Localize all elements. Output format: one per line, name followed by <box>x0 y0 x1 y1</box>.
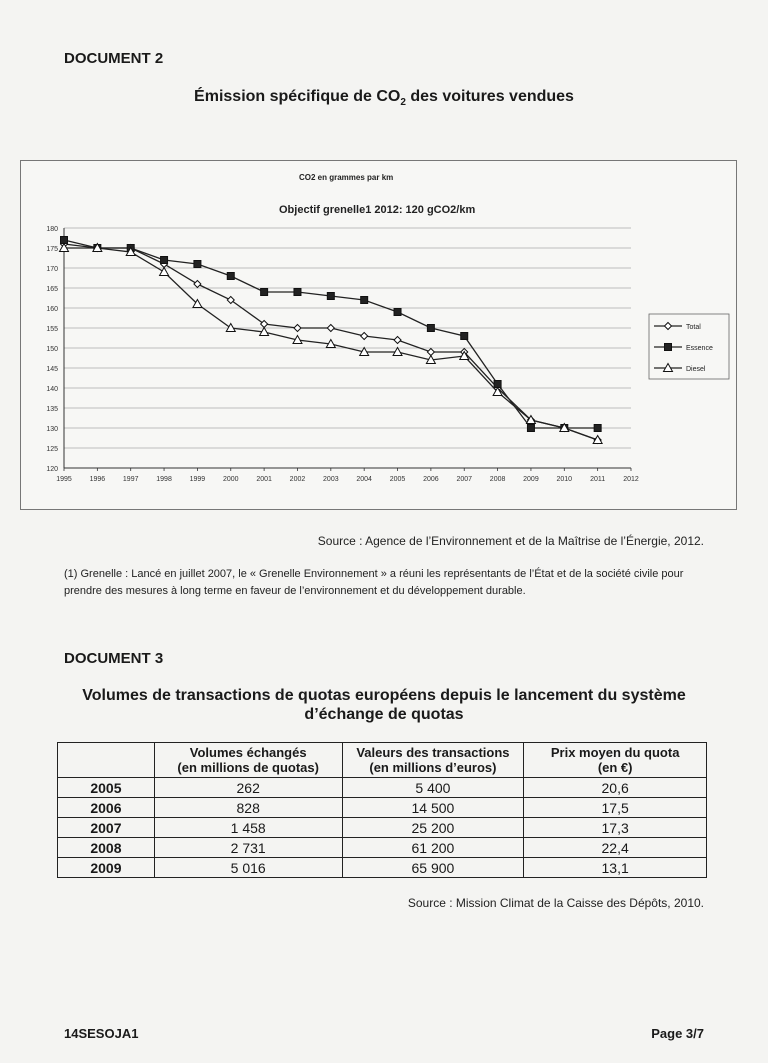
x-tick-label: 2012 <box>623 476 639 483</box>
y-tick-label: 150 <box>46 346 58 353</box>
y-tick-label: 125 <box>46 446 58 453</box>
y-tick-label: 135 <box>46 406 58 413</box>
table-row <box>58 858 707 878</box>
point-total <box>327 325 334 332</box>
header-empty-cell <box>58 743 155 778</box>
title-rest: des voitures vendues <box>405 88 574 105</box>
point-total <box>194 281 201 288</box>
point-essence <box>361 297 368 304</box>
y-tick-label: 145 <box>46 366 58 373</box>
point-essence <box>527 425 534 432</box>
y-tick-label: 165 <box>46 286 58 293</box>
row-price: 17,5 <box>524 798 707 818</box>
x-tick-label: 2000 <box>222 476 239 483</box>
y-tick-label: 180 <box>46 226 58 233</box>
row-volume: 828 <box>154 798 342 818</box>
table-section-title: Volumes de transactions de quotas européens depuis le lancement du système d’échange de quotas <box>82 687 686 723</box>
exam-code: 14SESOJA1 <box>64 1026 139 1041</box>
row-year: 2006 <box>58 798 155 818</box>
point-essence <box>394 309 401 316</box>
point-essence <box>61 237 68 244</box>
table-row <box>58 838 707 858</box>
x-tick-label: 1999 <box>189 476 206 483</box>
row-year: 2005 <box>58 778 155 798</box>
point-essence <box>294 289 301 296</box>
point-essence <box>461 333 468 340</box>
y-tick-label: 170 <box>46 266 58 273</box>
row-volume: 5 016 <box>154 858 342 878</box>
row-year: 2009 <box>58 858 155 878</box>
point-total <box>294 325 301 332</box>
y-tick-label: 160 <box>46 306 58 313</box>
row-price: 13,1 <box>524 858 707 878</box>
header-price: Prix moyen du quota (en €) <box>524 743 707 778</box>
point-essence <box>194 261 201 268</box>
point-diesel <box>160 268 169 276</box>
y-tick-label: 120 <box>46 466 58 473</box>
point-legend-essence <box>665 344 672 351</box>
point-essence <box>427 325 434 332</box>
row-price: 17,3 <box>524 818 707 838</box>
row-volume: 2 731 <box>154 838 342 858</box>
chart-unit-label: CO2 en grammes par km <box>299 173 394 182</box>
table-row <box>58 778 707 798</box>
point-total <box>361 333 368 340</box>
row-volume: 262 <box>154 778 342 798</box>
x-tick-label: 2005 <box>389 476 406 483</box>
y-tick-label: 155 <box>46 326 58 333</box>
row-volume: 1 458 <box>154 818 342 838</box>
x-tick-label: 1995 <box>56 476 72 483</box>
point-total <box>394 337 401 344</box>
x-tick-label: 2007 <box>456 476 473 483</box>
chart-source: Source : Agence de l’Environnement et de la Maîtrise de l’Énergie, 2012. <box>317 534 704 548</box>
x-tick-label: 2009 <box>523 476 539 483</box>
x-tick-label: 2001 <box>256 476 272 483</box>
point-essence <box>327 293 334 300</box>
document-3-label: DOCUMENT 3 <box>64 650 164 667</box>
chart-section-title <box>0 88 768 108</box>
table-source: Source : Mission Climat de la Caisse des Dépôts, 2010. <box>407 896 704 910</box>
y-tick-label: 140 <box>46 386 58 393</box>
y-tick-label: 175 <box>46 246 58 253</box>
co2-chart-svg <box>21 161 736 509</box>
point-essence <box>227 273 234 280</box>
point-essence <box>161 257 168 264</box>
x-tick-label: 2003 <box>323 476 339 483</box>
x-tick-label: 2006 <box>423 476 439 483</box>
row-value: 65 900 <box>342 858 524 878</box>
row-price: 20,6 <box>524 778 707 798</box>
x-tick-label: 1997 <box>122 476 139 483</box>
header-value: Valeurs des transactions (en millions d’euros) <box>342 743 524 778</box>
point-essence <box>594 425 601 432</box>
page-number: Page 3/7 <box>651 1026 704 1041</box>
x-tick-label: 2011 <box>590 476 606 483</box>
row-price: 22,4 <box>524 838 707 858</box>
title-main: Émission spécifique de CO <box>194 88 401 105</box>
y-tick-label: 130 <box>46 426 58 433</box>
row-year: 2008 <box>58 838 155 858</box>
row-year: 2007 <box>58 818 155 838</box>
quota-table <box>57 742 707 878</box>
x-tick-label: 1998 <box>156 476 172 483</box>
table-row <box>58 798 707 818</box>
point-total <box>427 349 434 356</box>
point-essence <box>261 289 268 296</box>
co2-chart <box>20 160 737 510</box>
x-tick-label: 1996 <box>89 476 106 483</box>
table-row <box>58 818 707 838</box>
title-subscript: 2 <box>400 97 406 109</box>
row-value: 61 200 <box>342 838 524 858</box>
x-tick-label: 2008 <box>489 476 506 483</box>
legend-label-total: Total <box>686 324 701 331</box>
chart-title: Objectif grenelle1 2012: 120 gCO2/km <box>279 204 476 216</box>
point-essence <box>494 381 501 388</box>
x-tick-label: 2004 <box>356 476 372 483</box>
row-value: 25 200 <box>342 818 524 838</box>
table-header-row <box>58 743 707 778</box>
grenelle-footnote: (1) Grenelle : Lancé en juillet 2007, le « Grenelle Environnement » a réuni les représentants de l’État et de la société civile pour prendre des mesures à long terme en faveur de l’environnement et du développement durable. <box>64 568 684 597</box>
row-value: 14 500 <box>342 798 524 818</box>
document-2-label: DOCUMENT 2 <box>64 50 164 67</box>
x-tick-label: 2010 <box>556 476 573 483</box>
point-diesel <box>226 324 235 332</box>
header-volume: Volumes échangés (en millions de quotas) <box>154 743 342 778</box>
row-value: 5 400 <box>342 778 524 798</box>
x-tick-label: 2002 <box>289 476 306 483</box>
legend-label-essence: Essence <box>686 345 713 352</box>
legend-label-diesel: Diesel <box>686 366 706 373</box>
